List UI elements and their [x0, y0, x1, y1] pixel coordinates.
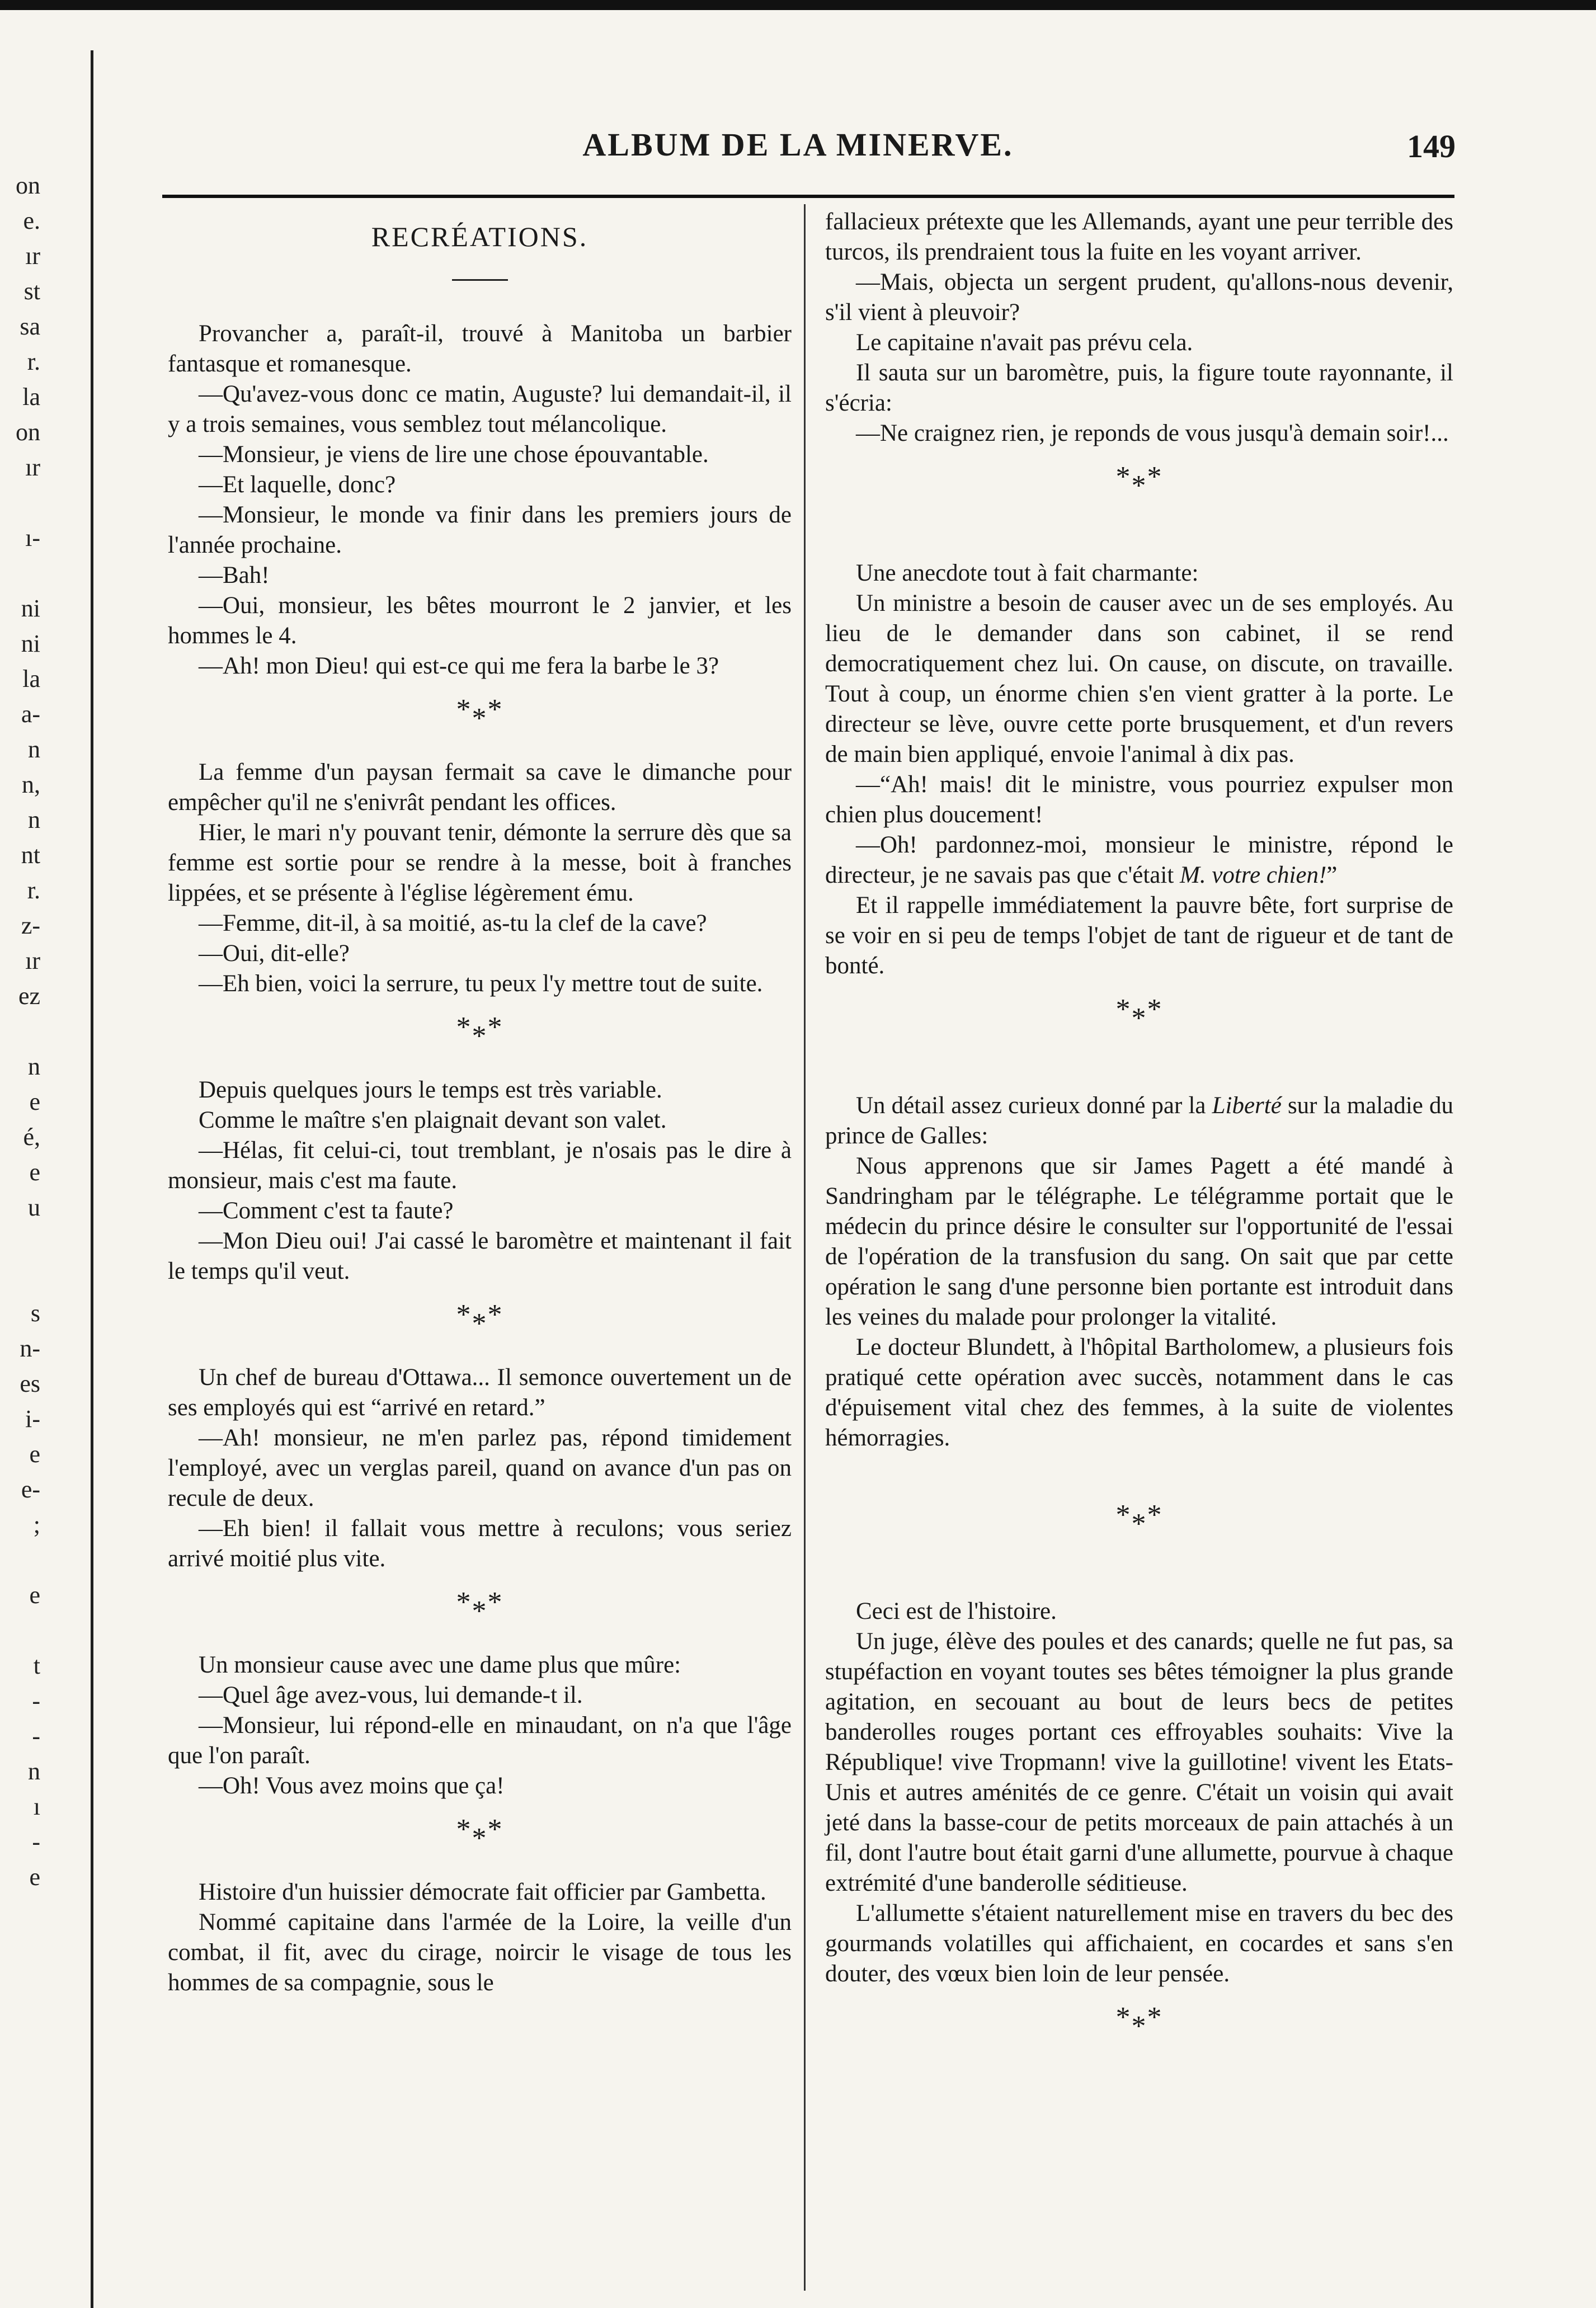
edge-fragment: -	[32, 1828, 40, 1855]
edge-fragment: i-	[25, 1405, 40, 1433]
paragraph: —Quel âge avez-vous, lui demande-t il.	[199, 1682, 583, 1708]
paragraph: —Monsieur, le monde va finir dans les premiers jours de l'année prochaine.	[168, 502, 792, 558]
edge-fragment	[0, 1014, 45, 1049]
paragraph: Nous apprenons que sir James Pagett a été mandé à Sandringham par le télégraphe. Le télégramme portait que le médecin du prince désire le consulter sur l'opportunité de l'essai de l'opération de la transfusion du sang. On sait que par cette opération le sang d'une personne bien portante est introduit dans les veines du malade pour prolonger la vitalité.	[825, 1153, 1453, 1330]
edge-fragment: z-	[21, 912, 40, 939]
right-column	[825, 207, 1453, 2065]
edge-fragment: n	[28, 1053, 40, 1080]
previous-page-edge	[0, 168, 45, 2182]
edge-fragment: nt	[21, 841, 40, 869]
edge-fragment: ni	[21, 630, 40, 657]
paragraph: Hier, le mari n'y pouvant tenir, démonte la serrure dès que sa femme est sortie pour se rendre à la messe, boit à franches lippées, et se présente à l'église légèrement ému.	[168, 819, 792, 906]
edge-fragment: ı-	[25, 524, 40, 552]
title-rule	[452, 279, 508, 281]
edge-fragment	[0, 1542, 45, 1577]
edge-fragment: e	[29, 1088, 40, 1115]
binding-gutter-rule	[91, 50, 93, 2308]
paragraph: Et il rappelle immédiatement la pauvre bête, fort surprise de se voir en si peu de temps l'objet de tant de rigueur et de tant de bonté.	[825, 892, 1453, 979]
paragraph: —Femme, dit-il, à sa moitié, as-tu la clef de la cave?	[199, 910, 707, 936]
edge-fragment: st	[23, 277, 40, 305]
edge-fragment: ır	[25, 947, 40, 974]
paragraph: —Oh! pardonnez-moi, monsieur le ministre, répond le directeur, je ne savais pas que c'était M. votre chien!”	[825, 832, 1453, 888]
edge-fragment	[0, 1225, 45, 1260]
asterism: $*_**$	[456, 1586, 503, 1627]
edge-fragment	[0, 555, 45, 591]
paragraph: Histoire d'un huissier démocrate fait officier par Gambetta.	[199, 1879, 766, 1905]
paragraph: Un monsieur cause avec une dame plus que mûre:	[199, 1652, 681, 1678]
edge-fragment: e	[29, 1863, 40, 1891]
edge-fragment: la	[22, 383, 40, 411]
asterism: $*_**$	[1115, 993, 1163, 1034]
paragraph: —Eh bien! il fallait vous mettre à reculons; vous seriez arrivé moitié plus vite.	[168, 1515, 792, 1572]
paragraph: —“Ah! mais! dit le ministre, vous pourriez expulser mon chien plus doucement!	[825, 771, 1453, 828]
paragraph: Le docteur Blundett, à l'hôpital Bartholomew, a plusieurs fois pratiqué cette opération avec succès, notamment dans le cas d'épuisement vital chez des femmes, à la suite de violentes hémorragies.	[825, 1334, 1453, 1451]
paragraph: —Et laquelle, donc?	[199, 472, 396, 498]
paragraph: —Monsieur, lui répond-elle en minaudant, on n'a que l'âge que l'on paraît.	[168, 1712, 792, 1769]
edge-fragment: on	[16, 418, 40, 446]
paragraph: Une anecdote tout à fait charmante:	[856, 560, 1199, 586]
paragraph: Provancher a, paraît-il, trouvé à Manitoba un barbier fantasque et romanesque.	[168, 321, 792, 377]
paragraph: —Qu'avez-vous donc ce matin, Auguste? lui demandait-il, il y a trois semaines, vous semblez tout mélancolique.	[168, 381, 792, 437]
paragraph: Le capitaine n'avait pas prévu cela.	[856, 329, 1193, 356]
paragraph: fallacieux prétexte que les Allemands, ayant une peur terrible des turcos, ils prendraient tous la fuite en les voyant arriver.	[825, 209, 1453, 265]
paragraph: —Oui, monsieur, les bêtes mourront le 2 janvier, et les hommes le 4.	[168, 592, 792, 649]
paragraph: —Comment c'est ta faute?	[199, 1198, 454, 1224]
paragraph: —Eh bien, voici la serrure, tu peux l'y mettre tout de suite.	[199, 971, 763, 997]
paragraph: —Ah! mon Dieu! qui est-ce qui me fera la barbe le 3?	[199, 653, 719, 679]
edge-fragment: n	[28, 806, 40, 833]
asterism: $*_**$	[1115, 461, 1163, 502]
italic-text: M. votre chien!	[1180, 862, 1327, 888]
edge-fragment: -	[32, 1722, 40, 1750]
edge-fragment: n-	[20, 1335, 40, 1362]
asterism: $*_**$	[456, 1011, 503, 1052]
paragraph: —Ne craignez rien, je reponds de vous jusqu'à demain soir!...	[856, 420, 1449, 446]
asterism: $*_**$	[1115, 1499, 1163, 1540]
paragraph: —Ah! monsieur, ne m'en parlez pas, répond timidement l'employé, avec un verglas pareil, quand on avance d'un pas on recule de deux.	[168, 1425, 792, 1511]
asterism: $*_**$	[456, 694, 503, 734]
asterism: $*_**$	[456, 1299, 503, 1340]
edge-fragment: r.	[27, 877, 40, 904]
running-head: ALBUM DE LA MINERVE.	[582, 126, 1014, 163]
paragraph: —Oui, dit-elle?	[199, 940, 350, 967]
header-rule	[162, 195, 1454, 198]
top-border-rule	[0, 0, 1596, 10]
edge-fragment: e-	[21, 1476, 40, 1503]
paragraph: Ceci est de l'histoire.	[856, 1598, 1057, 1624]
edge-fragment: ır	[25, 242, 40, 270]
paragraph: —Bah!	[199, 562, 270, 588]
italic-text: Liberté	[1212, 1092, 1282, 1119]
section-title: RECRÉATIONS.	[371, 221, 589, 252]
paragraph: Un chef de bureau d'Ottawa... Il semonce ouvertement un de ses employés qui est “arrivé en retard.”	[168, 1364, 792, 1421]
edge-fragment: a-	[21, 700, 40, 728]
paragraph: —Hélas, fit celui-ci, tout tremblant, je n'osais pas le dire à monsieur, mais c'est ma faute.	[168, 1137, 792, 1194]
edge-fragment	[0, 1613, 45, 1648]
paragraph: —Oh! Vous avez moins que ça!	[199, 1773, 505, 1799]
paragraph: Un juge, élève des poules et des canards; quelle ne fut pas, sa stupéfaction en voyant toutes ses bêtes témoigner la plus grande agitation, en secouant au bout de leurs becs de petites banderolles rouges portant ces effroyables souhaits: Vive la République! vive Tropmann! vive la guillotine! vivent les Etats-Unis et autres aménités de ce genre. C'était un voisin qui avait jeté dans la basse-cour de petits morceaux de pain attachés à un fil, dont l'autre bout était garni d'une allumette, pourvue à chaque extrémité d'une banderolle séditieuse.	[825, 1628, 1453, 1896]
paragraph: Un détail assez curieux donné par la Liberté sur la maladie du prince de Galles:	[825, 1092, 1453, 1149]
edge-fragment: e	[29, 1158, 40, 1186]
edge-fragment	[0, 1260, 45, 1296]
edge-fragment: ni	[21, 595, 40, 622]
page-number: 149	[1407, 128, 1456, 164]
edge-fragment: e	[29, 1440, 40, 1468]
edge-fragment: on	[16, 172, 40, 199]
edge-fragment: s	[30, 1299, 40, 1327]
edge-fragment: es	[20, 1370, 40, 1397]
paragraph: Comme le maître s'en plaignait devant son valet.	[199, 1107, 667, 1133]
paragraph: Un ministre a besoin de causer avec un de ses employés. Au lieu de le demander dans son cabinet, il se rend democratiquement chez lui. On cause, on discute, on travaille. Tout à coup, un énorme chien s'en vient gratter à la porte. Le directeur se lève, ouvre cette porte brusquement, et d'un revers de main bien appliqué, envoie l'animal à dix pas.	[825, 590, 1453, 767]
edge-fragment: ı	[33, 1793, 40, 1820]
edge-fragment: -	[32, 1687, 40, 1714]
paragraph: Nommé capitaine dans l'armée de la Loire, la veille d'un combat, il fit, avec du cirage, noircir le visage de tous les hommes de sa compagnie, sous le	[168, 1909, 792, 1996]
paragraph: —Monsieur, je viens de lire une chose épouvantable.	[199, 441, 709, 468]
edge-fragment: n	[28, 1758, 40, 1785]
column-divider	[804, 204, 806, 2291]
edge-fragment: n,	[22, 771, 40, 798]
edge-fragment: sa	[20, 313, 40, 340]
edge-fragment: ır	[25, 454, 40, 481]
edge-fragment: ;	[33, 1511, 40, 1538]
edge-fragment: é,	[23, 1123, 40, 1151]
asterism: $*_**$	[1115, 2001, 1163, 2042]
asterism: $*_**$	[456, 1814, 503, 1854]
edge-fragment: e.	[23, 207, 40, 234]
edge-fragment: t	[33, 1652, 40, 1679]
edge-fragment: ez	[18, 982, 40, 1010]
paragraph: L'allumette s'étaient naturellement mise en travers du bec des gourmands volatilles qui affichaient, en cocardes et sans s'en douter, des vœux bien loin de leur pensée.	[825, 1900, 1453, 1987]
edge-fragment	[0, 485, 45, 520]
paragraph: Il sauta sur un baromètre, puis, la figure toute rayonnante, il s'écria:	[825, 360, 1453, 416]
edge-fragment: e	[29, 1581, 40, 1609]
paragraph: Depuis quelques jours le temps est très variable.	[199, 1077, 662, 1103]
paragraph: La femme d'un paysan fermait sa cave le dimanche pour empêcher qu'il ne s'enivrât pendant les offices.	[168, 759, 792, 816]
edge-fragment: u	[28, 1194, 40, 1221]
paragraph: —Mais, objecta un sergent prudent, qu'allons-nous devenir, s'il vient à pleuvoir?	[825, 269, 1453, 326]
edge-fragment: la	[22, 665, 40, 693]
edge-fragment: r.	[27, 348, 40, 375]
paragraph: —Mon Dieu oui! J'ai cassé le baromètre et maintenant il fait le temps qu'il veut.	[168, 1228, 792, 1284]
edge-fragment: n	[28, 736, 40, 763]
left-column	[168, 207, 792, 1998]
